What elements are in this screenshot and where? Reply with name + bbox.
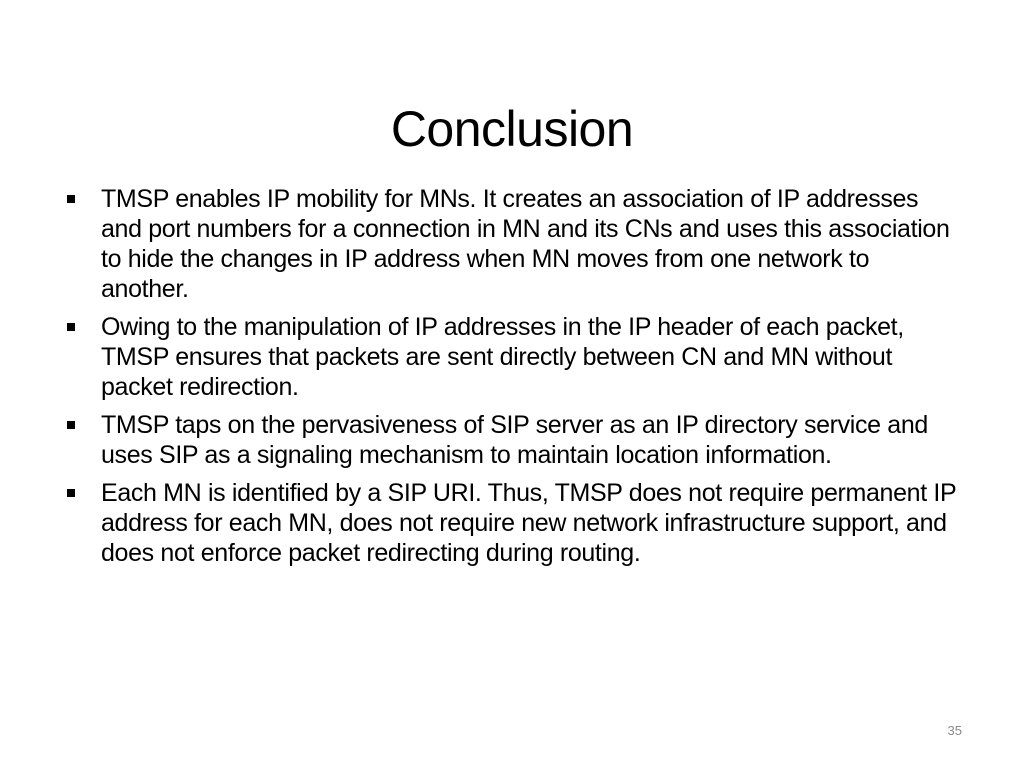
bullet-text: TMSP taps on the pervasiveness of SIP server as an IP directory service and uses SIP as a signaling mechanism to maintain location information. [101,411,928,469]
bullet-item [60,312,960,402]
bullet-text: TMSP enables IP mobility for MNs. It creates an association of IP addresses and port numbers for a connection in MN and its CNs and uses this association to hide the changes in IP address when MN moves from one network to another. [101,185,950,303]
square-bullet-icon [67,421,75,429]
bullet-text: Each MN is identified by a SIP URI. Thus, TMSP does not require permanent IP address for each MN, does not require new network infrastructure support, and does not enforce packet redirecting during routing. [101,479,956,567]
square-bullet-icon [67,489,75,497]
bullet-item [60,478,960,568]
slide-title: Conclusion [390,100,634,157]
bullet-item [60,184,960,304]
square-bullet-icon [67,195,75,203]
slide-number: 35 [947,723,962,738]
square-bullet-icon [67,323,75,331]
bullet-text: Owing to the manipulation of IP addresses in the IP header of each packet, TMSP ensures that packets are sent directly between CN and MN without packet redirection. [101,313,904,401]
bullet-list [60,184,960,576]
bullet-item [60,410,960,470]
